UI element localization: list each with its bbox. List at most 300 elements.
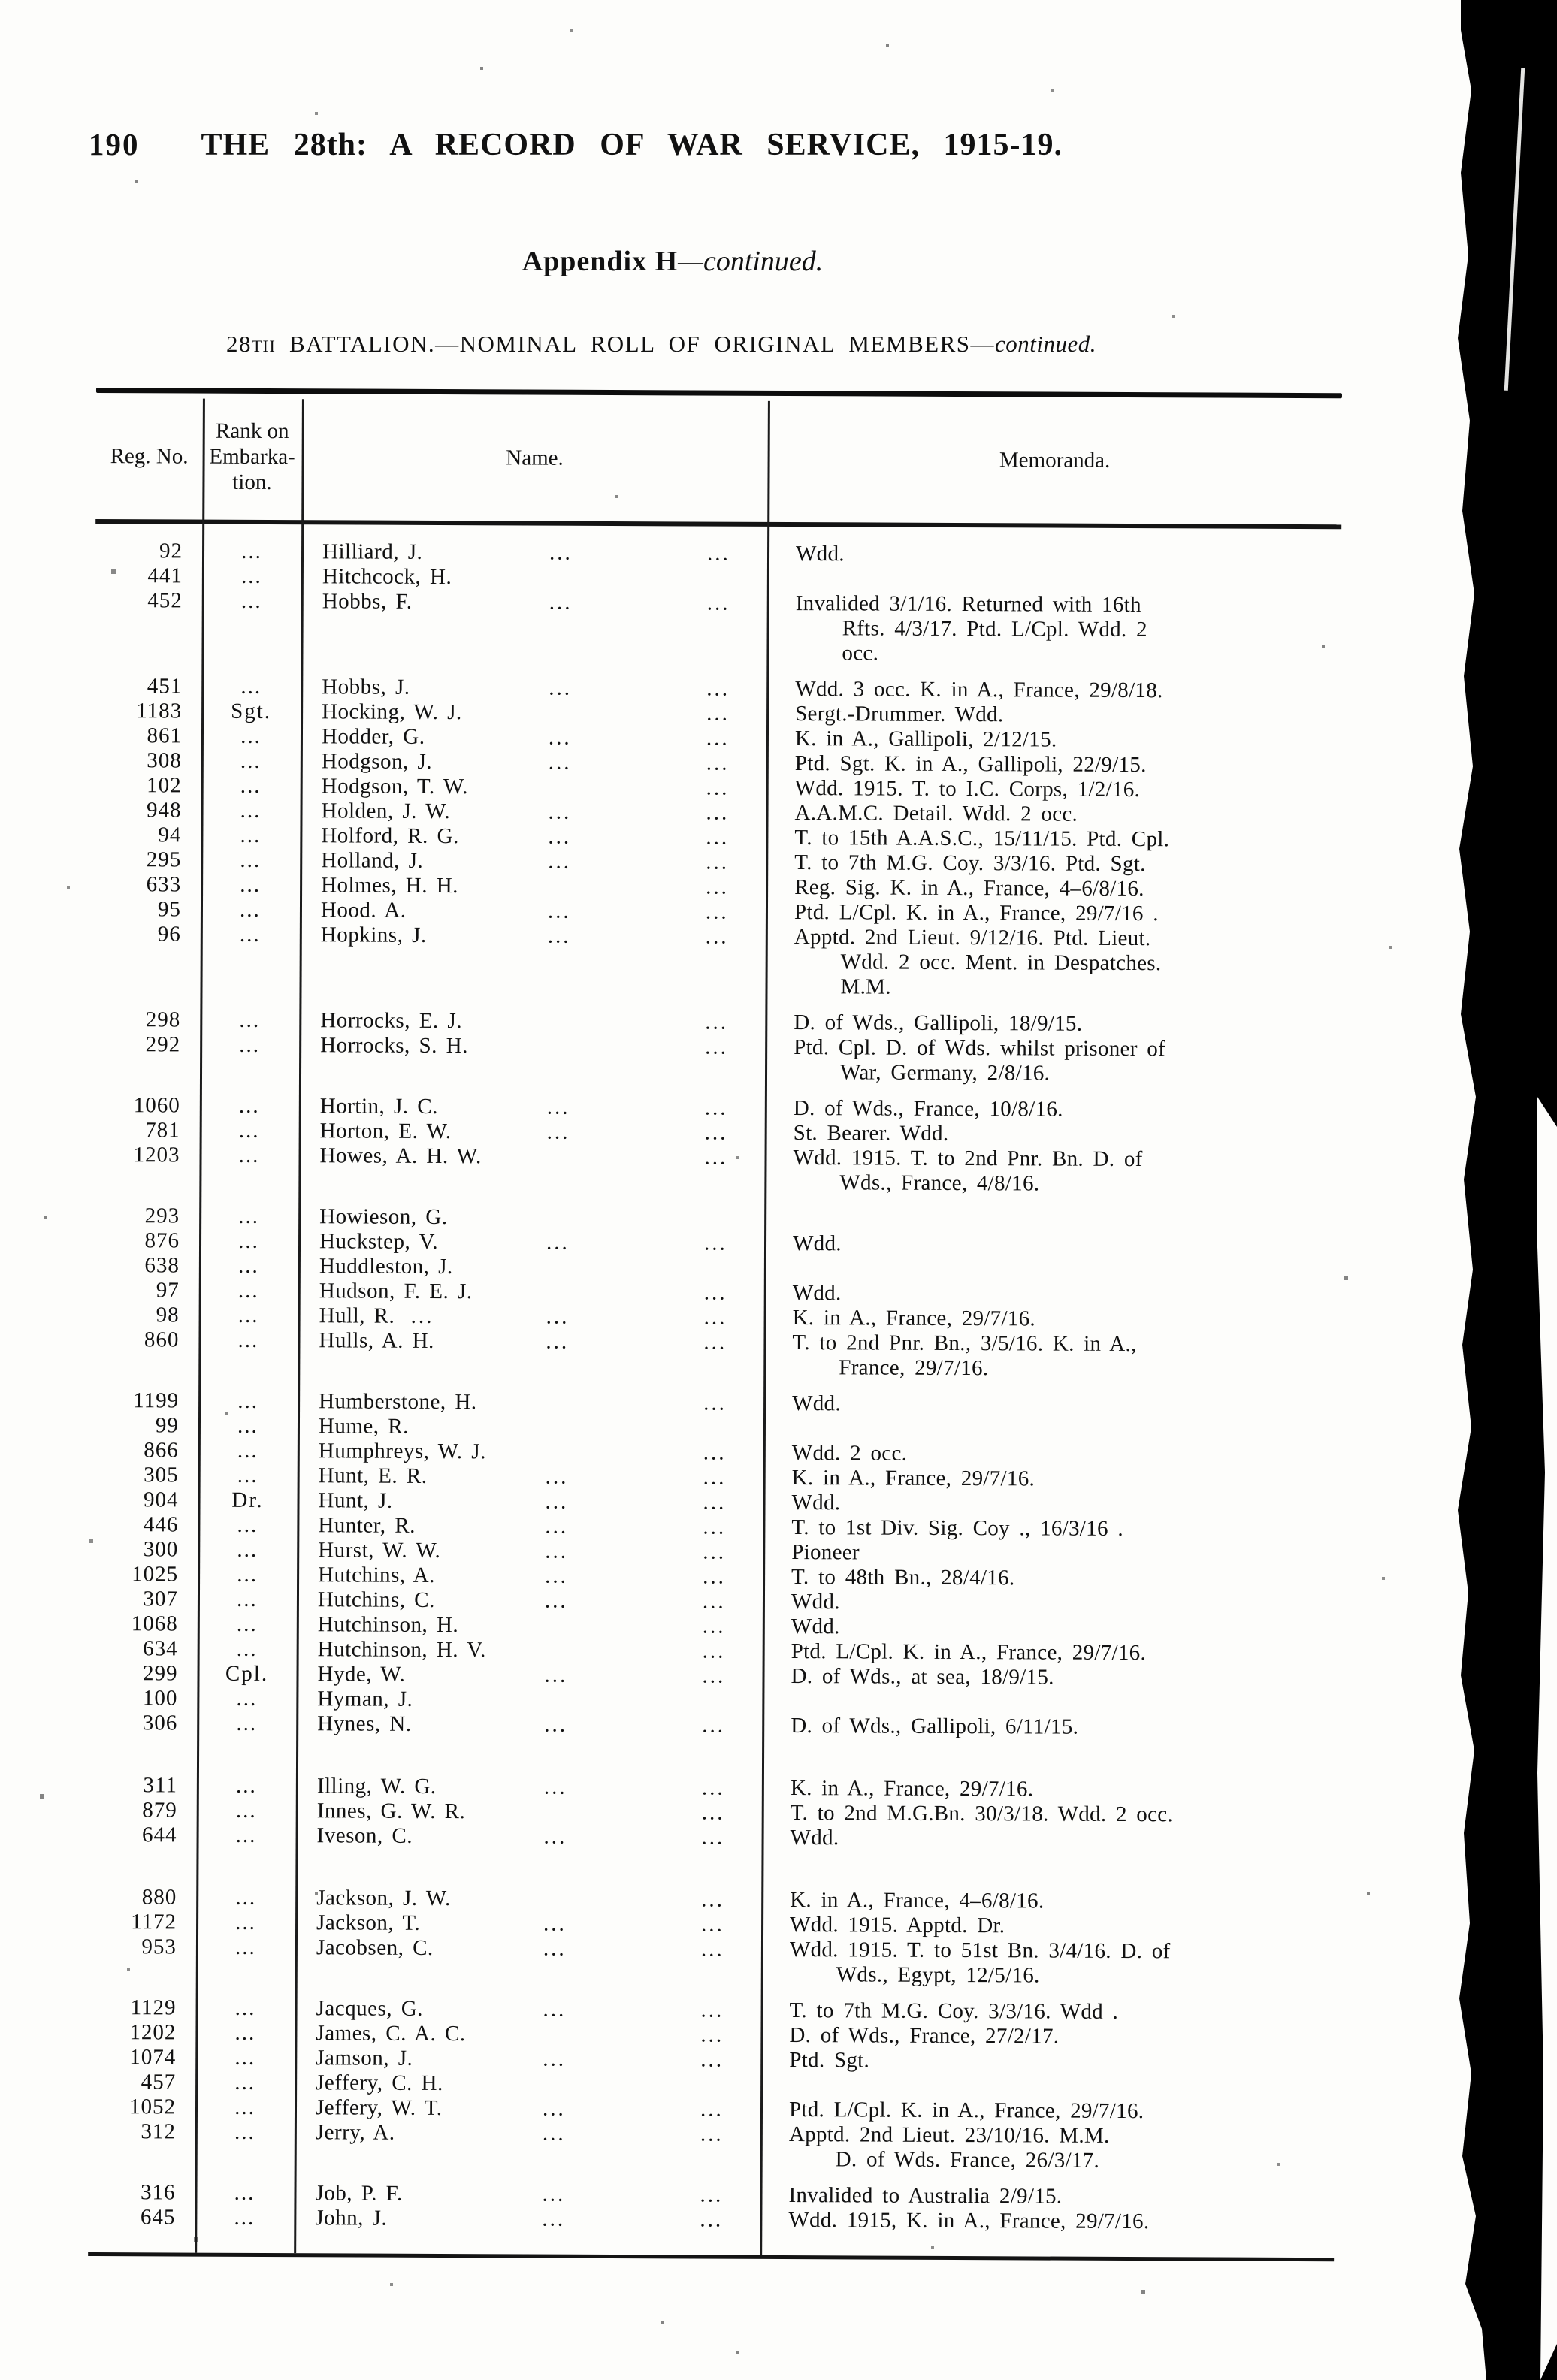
member-name: John, J. [315,2206,388,2230]
member-name: Huckstep, V. [319,1229,439,1254]
rank-cell: ... [238,1118,260,1143]
dot-leader: ... [704,1145,728,1170]
name-cell [301,539,767,566]
name-cell [297,1488,763,1515]
nominal-roll-table [88,388,1342,2261]
rank-cell: ... [234,2180,255,2205]
memo-cell [763,1540,1337,1567]
scan-noise-speckles [0,0,2,2]
reg-no-cell: 860 [144,1327,180,1352]
name-cell [300,799,766,826]
dot-leader: ... [547,923,571,948]
reg-no-cell: 866 [144,1438,179,1463]
member-name: Jamson, J. [316,2046,413,2070]
dot-leader: ... [546,1329,570,1354]
member-name: Jackson, J. W. [316,1886,451,1911]
dot-leader: ... [702,1639,726,1663]
member-name: Hortin, J. C. [319,1094,438,1119]
rank-cell: Dr. [231,1488,264,1512]
memoranda-text: occ. [842,641,879,666]
name-cell [300,848,766,875]
reg-no-cell: 452 [147,588,183,613]
dot-leader: ... [545,1514,569,1539]
memo-cell [763,1639,1337,1666]
rank-cell: ... [237,1303,259,1327]
memo-cell [764,1146,1338,1198]
rank-cell: ... [240,773,262,798]
rank-cell: ... [239,1032,261,1057]
name-cell [296,1687,762,1714]
memoranda-text: Wdd. 1915. T. to 2nd Pnr. Bn. D. of [793,1146,1143,1172]
dot-leader: ... [701,1825,725,1850]
reg-no-cell: 308 [147,748,182,773]
reg-no-cell: 876 [144,1228,180,1253]
memo-cell [763,1614,1337,1642]
memo-cell [764,1281,1338,1308]
memoranda-text: Wdd. 3 occ. K. in A., France, 29/8/18. [795,677,1163,703]
dot-leader: ... [549,540,573,565]
reg-no-cell: 446 [143,1512,179,1537]
rank-cell: ... [240,847,262,872]
name-cell [296,1799,762,1826]
name-cell [298,1229,764,1256]
reg-no-cell: 1202 [129,2020,177,2045]
reg-no-cell: 948 [146,798,182,823]
dot-leader: ... [706,590,730,615]
memo-cell [766,591,1341,668]
reg-no-cell: 98 [156,1303,180,1327]
name-cell [294,2181,760,2208]
name-cell [300,823,766,850]
member-name: Iveson, C. [316,1823,413,1848]
reg-no-cell: 293 [144,1204,180,1228]
name-cell [299,1094,765,1121]
reg-no-cell: 96 [157,922,181,947]
rank-cell: ... [236,1611,258,1636]
dot-leader: ... [548,799,572,824]
memo-cell [763,1491,1337,1518]
column-header-name: Name. [506,445,564,470]
dot-leader: ... [701,1887,725,1912]
reg-no-cell: 441 [147,563,183,588]
member-name: Humphreys, W. J. [318,1439,486,1464]
memo-cell [763,1565,1337,1592]
memoranda-text: Wdd. 2 occ. Ment. in Despatches. [840,950,1162,976]
memoranda-text: T. to 1st Div. Sig. Coy ., 16/3/16 . [791,1515,1123,1541]
member-name: Hopkins, J. [320,923,427,947]
member-name: Hobbs, J. [322,675,410,699]
memoranda-text: K. in A., France, 29/7/16. [792,1306,1036,1331]
reg-no-cell: 1199 [133,1388,180,1413]
memo-cell [763,1515,1337,1542]
name-cell [301,749,766,776]
dot-leader: ... [700,2182,724,2207]
dot-leader: ... [706,775,730,800]
member-name: Hood. A. [320,898,407,923]
name-cell [298,1389,763,1416]
name-cell [297,1587,763,1614]
member-name: Jeffery, C. H. [316,2070,443,2096]
dot-leader: ... [700,2047,724,2072]
memoranda-text: D. of Wds., at sea, 18/9/15. [791,1664,1054,1690]
name-cell [295,2095,760,2122]
rank-cell: ... [234,2020,256,2045]
dot-leader: ... [706,541,730,566]
reg-no-cell: 312 [141,2119,176,2144]
memoranda-text: Wdd. [792,1391,842,1416]
dot-leader: ... [702,1663,726,1688]
dot-leader: ... [705,899,729,924]
reg-no-cell: 99 [155,1413,180,1438]
reg-no-cell: 457 [141,2070,177,2095]
memoranda-text: Wdd. 2 occ. [791,1441,908,1466]
reg-no-cell: 645 [140,2205,176,2230]
member-name: Howes, A. H. W. [319,1143,482,1169]
member-name: Jerry, A. [315,2120,395,2145]
member-name: Humberstone, H. [319,1389,477,1415]
dot-leader: ... [543,1774,567,1799]
reg-no-cell: 1203 [133,1143,180,1167]
member-name: Hunter, R. [318,1513,416,1538]
memo-cell [766,751,1341,778]
memo-cell [762,1801,1336,1828]
member-name: Hutchinson, H. V. [317,1637,486,1663]
reg-no-cell: 100 [142,1686,178,1711]
memoranda-text: K. in A., France, 29/7/16. [791,1466,1035,1491]
dot-leader: ... [702,1713,726,1738]
memo-cell [766,726,1341,754]
dot-leader: ... [702,1614,726,1639]
reg-no-cell: 311 [143,1773,177,1798]
reg-no-cell: 1129 [130,1995,177,2020]
name-cell [301,699,766,726]
reg-no-cell: 102 [147,773,182,798]
member-name: Hull, R. [319,1303,395,1328]
dot-leader: ... [544,1588,568,1613]
memoranda-text: T. to 2nd M.G.Bn. 30/3/18. Wdd. 2 occ. [790,1801,1174,1827]
name-cell [298,1414,763,1441]
battalion-roll-subtitle [0,331,1323,358]
page-header [89,126,1216,163]
dot-leader: ... [549,675,573,700]
member-name: Hulls, A. H. [319,1328,434,1353]
rank-cell: ... [237,1463,258,1488]
name-cell [300,923,766,950]
memoranda-text: D. of Wds. France, 26/3/17. [835,2147,1100,2173]
dot-leader: ... [706,850,730,874]
name-cell [296,1774,762,1801]
table-row [90,1711,1336,1741]
reg-no-cell: 306 [142,1711,178,1735]
memo-cell [765,1035,1339,1087]
member-name: Hutchinson, H. [317,1612,459,1638]
dot-leader: ... [543,1824,567,1849]
dot-leader: ... [545,1489,569,1514]
dot-leader: ... [706,676,730,701]
reg-no-cell: 880 [141,1885,177,1910]
column-header-rank-line: tion. [232,470,272,495]
rank-cell: ... [241,539,262,563]
dot-leader: ... [701,1775,725,1800]
member-name: Hocking, W. J. [322,699,462,725]
memoranda-text: Apptd. 2nd Lieut. 23/10/16. M.M. [788,2122,1110,2148]
column-header-reg-no: Reg. No. [110,444,189,469]
reg-no-cell: 92 [159,539,183,563]
dot-leader: ... [542,2182,566,2206]
dot-leader: ... [706,825,730,850]
rank-cell: ... [237,1253,259,1278]
name-cell [295,1910,761,1938]
reg-no-cell: 95 [157,897,182,922]
name-cell [298,1204,764,1231]
memoranda-text: Invalided 3/1/16. Returned with 16th [795,591,1141,618]
memoranda-text: Wdd. 1915. T. to I.C. Corps, 1/2/16. [794,776,1141,802]
memo-cell [760,2183,1334,2210]
table-row [92,1327,1338,1382]
reg-no-cell: 644 [142,1823,177,1847]
name-cell [297,1538,763,1565]
reg-no-cell: 633 [146,872,182,897]
table-body [88,524,1341,2261]
rank-cell: ... [237,1413,258,1438]
reg-no-cell: 295 [146,847,182,872]
dot-leader: ... [542,2121,566,2146]
name-cell [294,2206,760,2233]
memoranda-text: D. of Wds., Gallipoli, 18/9/15. [794,1010,1083,1036]
memo-cell [765,925,1339,1001]
memoranda-text: Sergt.-Drummer. Wdd. [795,702,1004,727]
name-cell [301,589,767,616]
memoranda-text: Pioneer [791,1540,860,1565]
member-name: Hobbs, F. [322,589,413,614]
reg-no-cell: 94 [158,823,182,847]
rank-cell: ... [240,872,262,897]
memo-cell [766,702,1341,729]
dot-leader: ... [700,2022,724,2047]
dot-leader: ... [544,1663,568,1687]
memoranda-text: T. to 7th M.G. Coy. 3/3/16. Ptd. Sgt. [794,850,1146,877]
name-cell [296,1823,762,1850]
rank-cell: ... [235,1773,257,1798]
member-name: Hutchins, A. [318,1563,435,1587]
dot-leader: ... [700,2122,724,2146]
memoranda-text: Ptd. L/Cpl. K. in A., France, 29/7/16 . [794,900,1159,926]
dot-leader: ... [703,1465,727,1490]
rank-cell: ... [240,798,262,823]
rank-cell: ... [236,1686,258,1711]
dot-leader: ... [548,750,572,775]
dot-leader: ... [543,1936,567,1961]
dot-leader: ... [701,1800,725,1825]
memo-cell [766,850,1340,877]
memo-cell [766,801,1340,828]
reg-no-cell: 953 [141,1935,177,1959]
dot-leader: ... [703,1231,727,1255]
name-cell [301,724,766,751]
reg-no-cell: 1183 [136,699,183,723]
dot-leader: ... [549,590,573,615]
member-name: Holden, J. W. [321,799,451,824]
member-name: Illing, W. G. [316,1774,437,1799]
rank-cell: ... [238,1228,259,1253]
memoranda-text: Ptd. L/Cpl. K. in A., France, 29/7/16. [791,1639,1147,1666]
name-cell [301,675,766,702]
memo-cell [763,1441,1338,1468]
dot-leader: ... [543,2046,567,2071]
dot-leader: ... [545,1539,569,1563]
name-cell [298,1303,764,1330]
name-cell [297,1563,763,1590]
memo-cell [761,1913,1335,1940]
dot-leader: ... [546,1230,570,1255]
memo-cell [766,875,1340,902]
member-name: Holland, J. [321,848,424,873]
rank-cell: Sgt. [231,699,272,724]
reg-no-cell: 1025 [132,1562,179,1587]
member-name: Hyman, J. [317,1687,413,1711]
member-name: Hodgson, J. [321,749,433,774]
dot-leader: ... [700,1998,724,2022]
member-name: Howieson, G. [319,1204,448,1230]
rank-cell: ... [237,1562,258,1587]
reg-no-cell: 300 [143,1537,179,1562]
dot-leader: ... [703,1564,726,1589]
rank-cell: ... [240,588,262,613]
name-cell [297,1612,763,1639]
subtitle-main: BATTALION.—NOMINAL ROLL OF ORIGINAL MEMBERS— [275,331,996,357]
rank-cell: ... [237,1537,258,1562]
name-cell [296,1711,762,1738]
dot-leader: ... [700,1937,724,1962]
dot-leader: ... [548,725,572,750]
memoranda-text: Wdd. [791,1590,840,1614]
dot-leader: ... [706,701,730,726]
member-name: Jeffery, W. T. [315,2095,443,2121]
memo-cell [762,1826,1336,1853]
reg-no-cell: 781 [145,1118,180,1143]
reg-no-cell: 292 [145,1032,181,1057]
rank-cell: Cpl. [225,1661,269,1687]
column-header-rank-line: Embarka- [209,444,295,470]
column-header-rank [202,394,302,521]
name-cell [295,2046,760,2073]
rank-cell: ... [234,2205,255,2230]
memo-cell [767,542,1341,569]
reg-no-cell: 879 [142,1798,177,1823]
member-name: Hume, R. [318,1414,410,1439]
appendix-heading-italic: continued. [703,246,824,277]
dot-leader: ... [703,1515,727,1539]
memo-cell [766,677,1341,704]
dot-leader: ... [546,1119,570,1144]
member-name: Hunt, E. R. [318,1463,428,1488]
rank-cell: ... [240,674,262,699]
memoranda-text: K. in A., Gallipoli, 2/12/15. [794,726,1057,752]
member-name: Horton, E. W. [319,1119,452,1144]
memo-cell [763,1590,1337,1617]
dot-leader: ... [548,824,572,849]
name-cell [295,1935,761,1962]
memo-cell [765,1121,1339,1148]
name-cell [299,1119,765,1146]
name-cell [297,1513,763,1540]
memo-cell [764,1306,1338,1333]
memoranda-text: Rfts. 4/3/17. Ptd. L/Cpl. Wdd. 2 [842,616,1147,642]
member-name: Jacobsen, C. [316,1935,434,1960]
rank-cell: ... [237,1327,259,1352]
name-cell [296,1662,762,1689]
table-row [95,588,1341,668]
memoranda-text: Ptd. L/Cpl. K. in A., France, 29/7/16. [788,2098,1144,2124]
reg-no-cell: 97 [156,1278,180,1303]
memo-cell [765,1096,1339,1123]
dot-leader: ... [700,2207,724,2232]
reg-no-cell: 1172 [131,1910,177,1935]
name-cell [295,2120,760,2147]
memoranda-text: St. Bearer. Wdd. [793,1121,949,1146]
rank-cell: ... [234,2095,255,2119]
dot-leader: ... [706,874,729,899]
member-name: Holford, R. G. [321,823,459,849]
table-row [93,922,1339,1001]
rank-cell: ... [235,1910,257,1935]
memoranda-text: T. to 2nd Pnr. Bn., 3/5/16. K. in A., [792,1330,1137,1357]
member-name: Hudson, F. E. J. [319,1279,473,1304]
rank-cell: ... [240,723,262,748]
member-name: Horrocks, S. H. [320,1033,469,1059]
rank-cell: ... [235,1798,257,1823]
dot-leader: ... [705,924,729,949]
dot-leader: ... [548,849,572,874]
memo-cell [766,826,1340,853]
reg-no-cell: 451 [147,674,183,699]
table-row [89,2119,1335,2174]
dot-leader: ... [704,1095,728,1120]
memoranda-text: Wdd. [791,1614,840,1639]
member-name: Hilliard, J. [322,539,423,564]
rank-cell: ... [239,922,261,947]
subtitle-ordinal: TH [251,337,276,355]
reg-no-cell: 298 [145,1007,181,1032]
memoranda-text: Wdd. 1915, K. in A., France, 29/7/16. [788,2208,1150,2234]
dot-leader: ... [704,1120,728,1145]
dot-leader: ... [543,1911,567,1936]
name-cell [297,1637,763,1664]
table-row [90,1823,1336,1853]
memoranda-text: K. in A., France, 29/7/16. [790,1776,1034,1802]
name-cell [295,2021,760,2048]
memoranda-text: Ptd. Sgt. [789,2048,870,2073]
rank-cell: ... [235,1823,257,1847]
memoranda-text: T. to 48th Bn., 28/4/16. [791,1565,1015,1590]
memoranda-text: Wdd. [792,1231,842,1256]
dot-leader: ... [542,2206,566,2231]
member-name: Innes, G. W. R. [316,1799,466,1824]
rank-cell: ... [234,2119,255,2144]
member-name: Hurst, W. W. [318,1538,441,1563]
name-cell [299,1033,765,1060]
memoranda-text: Wdd. [795,542,845,566]
name-cell [298,1279,764,1306]
memoranda-text: Ptd. Sgt. K. in A., Gallipoli, 22/9/15. [794,751,1147,778]
memo-cell [763,1391,1338,1418]
dot-leader: ... [542,2096,566,2121]
member-name: Hodgson, T. W. [321,774,468,799]
memoranda-text: France, 29/7/16. [839,1355,989,1381]
rank-cell: ... [234,2070,256,2095]
dot-leader: ... [543,1997,567,2022]
dot-leader: ... [546,1304,570,1329]
